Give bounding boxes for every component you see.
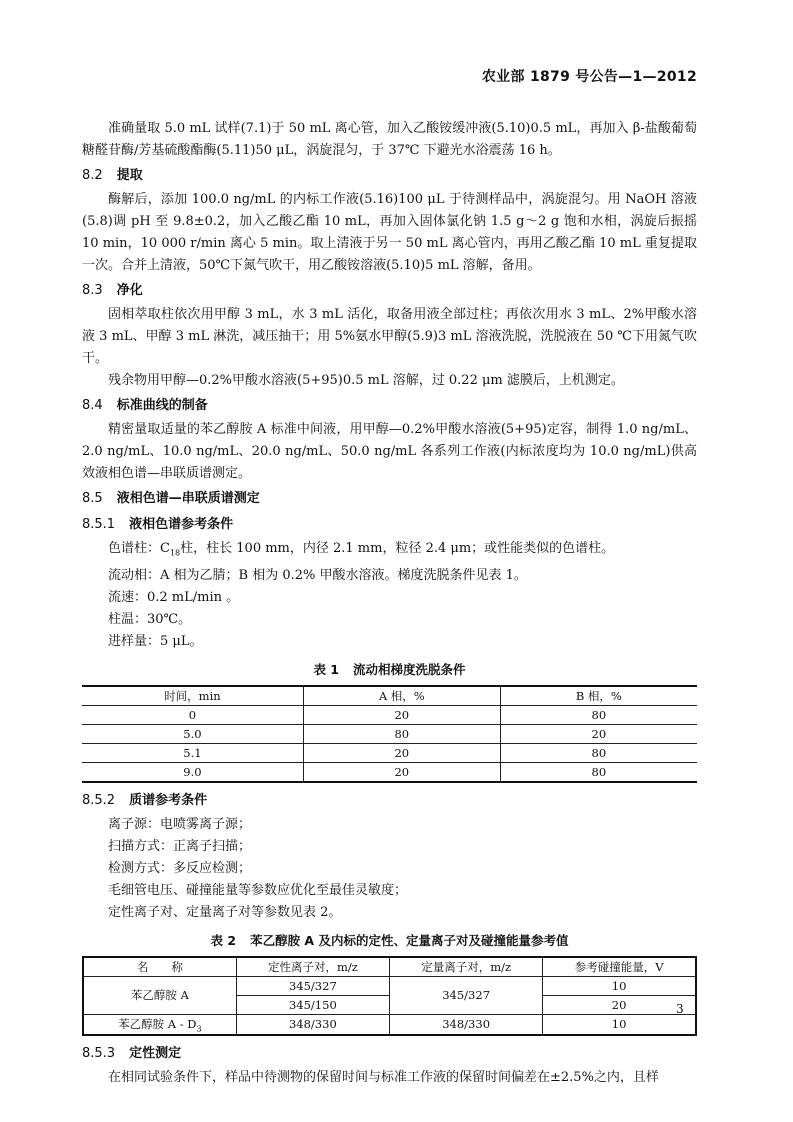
section-heading-8-2: 8.2 提取 [82, 168, 143, 183]
table-cell: 10 [543, 1014, 696, 1035]
column-temperature: 柱温：30℃。 [108, 611, 192, 627]
ms-condition-line: 扫描方式：正离子扫描； [108, 838, 252, 854]
table-cell: 20 [303, 762, 500, 782]
section-paragraph: 精密量取适量的苯乙醇胺 A 标准中间液，用甲醇—0.2%甲酸水溶液(5+95)定容，制得 1.0 ng/mL、2.0 ng/mL、10.0 ng/mL、20.0 ng/mL、50.0 ng/mL 各系列工作液(内标浓度均为 10.0 ng/mL)供高效液相色谱—串联质谱测定。 [82, 422, 697, 481]
table-cell: 9.0 [82, 762, 303, 782]
table-1 [82, 685, 697, 783]
flow-rate: 流速：0.2 mL/min 。 [108, 589, 240, 605]
ms-condition-line: 离子源：电喷雾离子源； [108, 816, 252, 832]
table-cell: 80 [500, 762, 697, 782]
table-2 [82, 956, 697, 1036]
section-heading-8-5-2: 8.5.2 质谱参考条件 [82, 792, 208, 808]
table-cell: 80 [500, 743, 697, 762]
table-cell: 20 [303, 743, 500, 762]
table-cell: 20 [500, 724, 697, 743]
table-header-row [82, 686, 697, 706]
page-content [82, 118, 697, 1089]
table-row [82, 724, 697, 743]
table-cell: 348/330 [390, 1014, 543, 1035]
column-condition: 色谱柱：$C_{18}$柱，柱长 100 mm，内径 2.1 mm，粒径 2.4 μm；或性能类似的色谱柱。 [108, 541, 615, 558]
table-cell-compound-name: 苯乙醇胺 A [83, 976, 236, 1014]
section-heading-8-5-3: 8.5.3 定性测定 [82, 1045, 182, 1061]
table-header-row [83, 957, 696, 977]
section-paragraph: 酶解后，添加 100.0 ng/mL 的内标工作液(5.16)100 μL 于待测样品中，涡旋混匀。用 NaOH 溶液(5.8)调 pH 至 9.8±0.2，加入乙酸乙酯 10 mL，再加入固体氯化钠 1.5 g～2 g 饱和水相，涡旋后振摇 10 min，10 000 r/min 离心 5 min。取上清液于另一 50 mL 离心管内，再用乙酸乙酯 10 mL 重复提取一次。合并上清液，50℃下氮气吹干，用乙酸铵溶液(5.10)5 mL 溶解，备用。 [82, 192, 697, 273]
table-cell: 345/327 [236, 976, 389, 995]
section-paragraph: 残余物用甲醇—0.2%甲酸水溶液(5+95)0.5 mL 溶解，过 0.22 μm 滤膜后，上机测定。 [108, 373, 624, 388]
table-row [83, 976, 696, 995]
table-cell: 80 [303, 724, 500, 743]
intro-paragraph: 准确量取 5.0 mL 试样(7.1)于 50 mL 离心管，加入乙酸铵缓冲液(5.10)0.5 mL，再加入 β-盐酸葡萄糖醛苷酶/芳基硫酸酯酶(5.11)50 μL，涡旋混匀，于 37℃ 下避光水浴震荡 16 h。 [82, 121, 697, 158]
ms-condition-line: 定性离子对、定量离子对等参数见表 2。 [108, 904, 342, 920]
section-heading-8-5: 8.5 液相色谱—串联质谱测定 [82, 491, 260, 506]
table-1-caption: 表 1 流动相梯度洗脱条件 [313, 661, 466, 677]
table-cell: 0 [82, 705, 303, 724]
table-cell: 345/150 [236, 995, 389, 1014]
table-cell: 20 [543, 995, 696, 1014]
table-2-caption: 表 2 苯乙醇胺 A 及内标的定性、定量离子对及碰撞能量参考值 [210, 932, 569, 948]
table-cell: 345/327 [390, 976, 543, 1014]
table-header-cell: A 相，% [303, 686, 500, 706]
table-row [83, 1014, 696, 1035]
ms-condition-line: 检测方式：多反应检测； [108, 860, 252, 876]
table-header-cell: 定量离子对，m/z [390, 957, 543, 977]
table-row [82, 762, 697, 782]
table-cell: 348/330 [236, 1014, 389, 1035]
table-cell: 80 [500, 705, 697, 724]
mobile-phase: 流动相：A 相为乙腈；B 相为 0.2% 甲酸水溶液。梯度洗脱条件见表 1。 [108, 567, 527, 583]
table-header-cell: 参考碰撞能量，V [543, 957, 696, 977]
ms-condition-line: 毛细管电压、碰撞能量等参数应优化至最佳灵敏度； [108, 882, 408, 898]
table-header-cell: 名 称 [83, 957, 236, 977]
section-heading-8-4: 8.4 标准曲线的制备 [82, 398, 208, 413]
table-row [82, 743, 697, 762]
table-cell: 5.0 [82, 724, 303, 743]
table-header-cell: B 相，% [500, 686, 697, 706]
table-row [82, 705, 697, 724]
section-paragraph: 在相同试验条件下，样品中待测物的保留时间与标准工作液的保留时间偏差在±2.5%之内，且样 [108, 1069, 659, 1085]
table-header-cell: 时间，min [82, 686, 303, 706]
page-number: 3 [676, 1002, 684, 1016]
page-header: 农业部 1879 号公告—1—2012 [481, 69, 697, 85]
section-heading-8-3: 8.3 净化 [82, 283, 143, 298]
injection-volume: 进样量：5 μL。 [108, 633, 203, 649]
table-cell-compound-name: 苯乙醇胺 A - $D_3$ [83, 1014, 236, 1035]
table-header-cell: 定性离子对，m/z [236, 957, 389, 977]
table-cell: 20 [303, 705, 500, 724]
table-cell: 10 [543, 976, 696, 995]
section-heading-8-5-1: 8.5.1 液相色谱参考条件 [82, 517, 234, 532]
section-paragraph: 固相萃取柱依次用甲醇 3 mL，水 3 mL 活化，取备用液全部过柱；再依次用水 3 mL、2%甲酸水溶液 3 mL、甲醇 3 mL 淋洗，减压抽干；用 5%氨水甲醇(5.9)3 mL 溶液洗脱，洗脱液在 50 ℃下用氮气吹干。 [82, 307, 697, 366]
table-cell: 5.1 [82, 743, 303, 762]
